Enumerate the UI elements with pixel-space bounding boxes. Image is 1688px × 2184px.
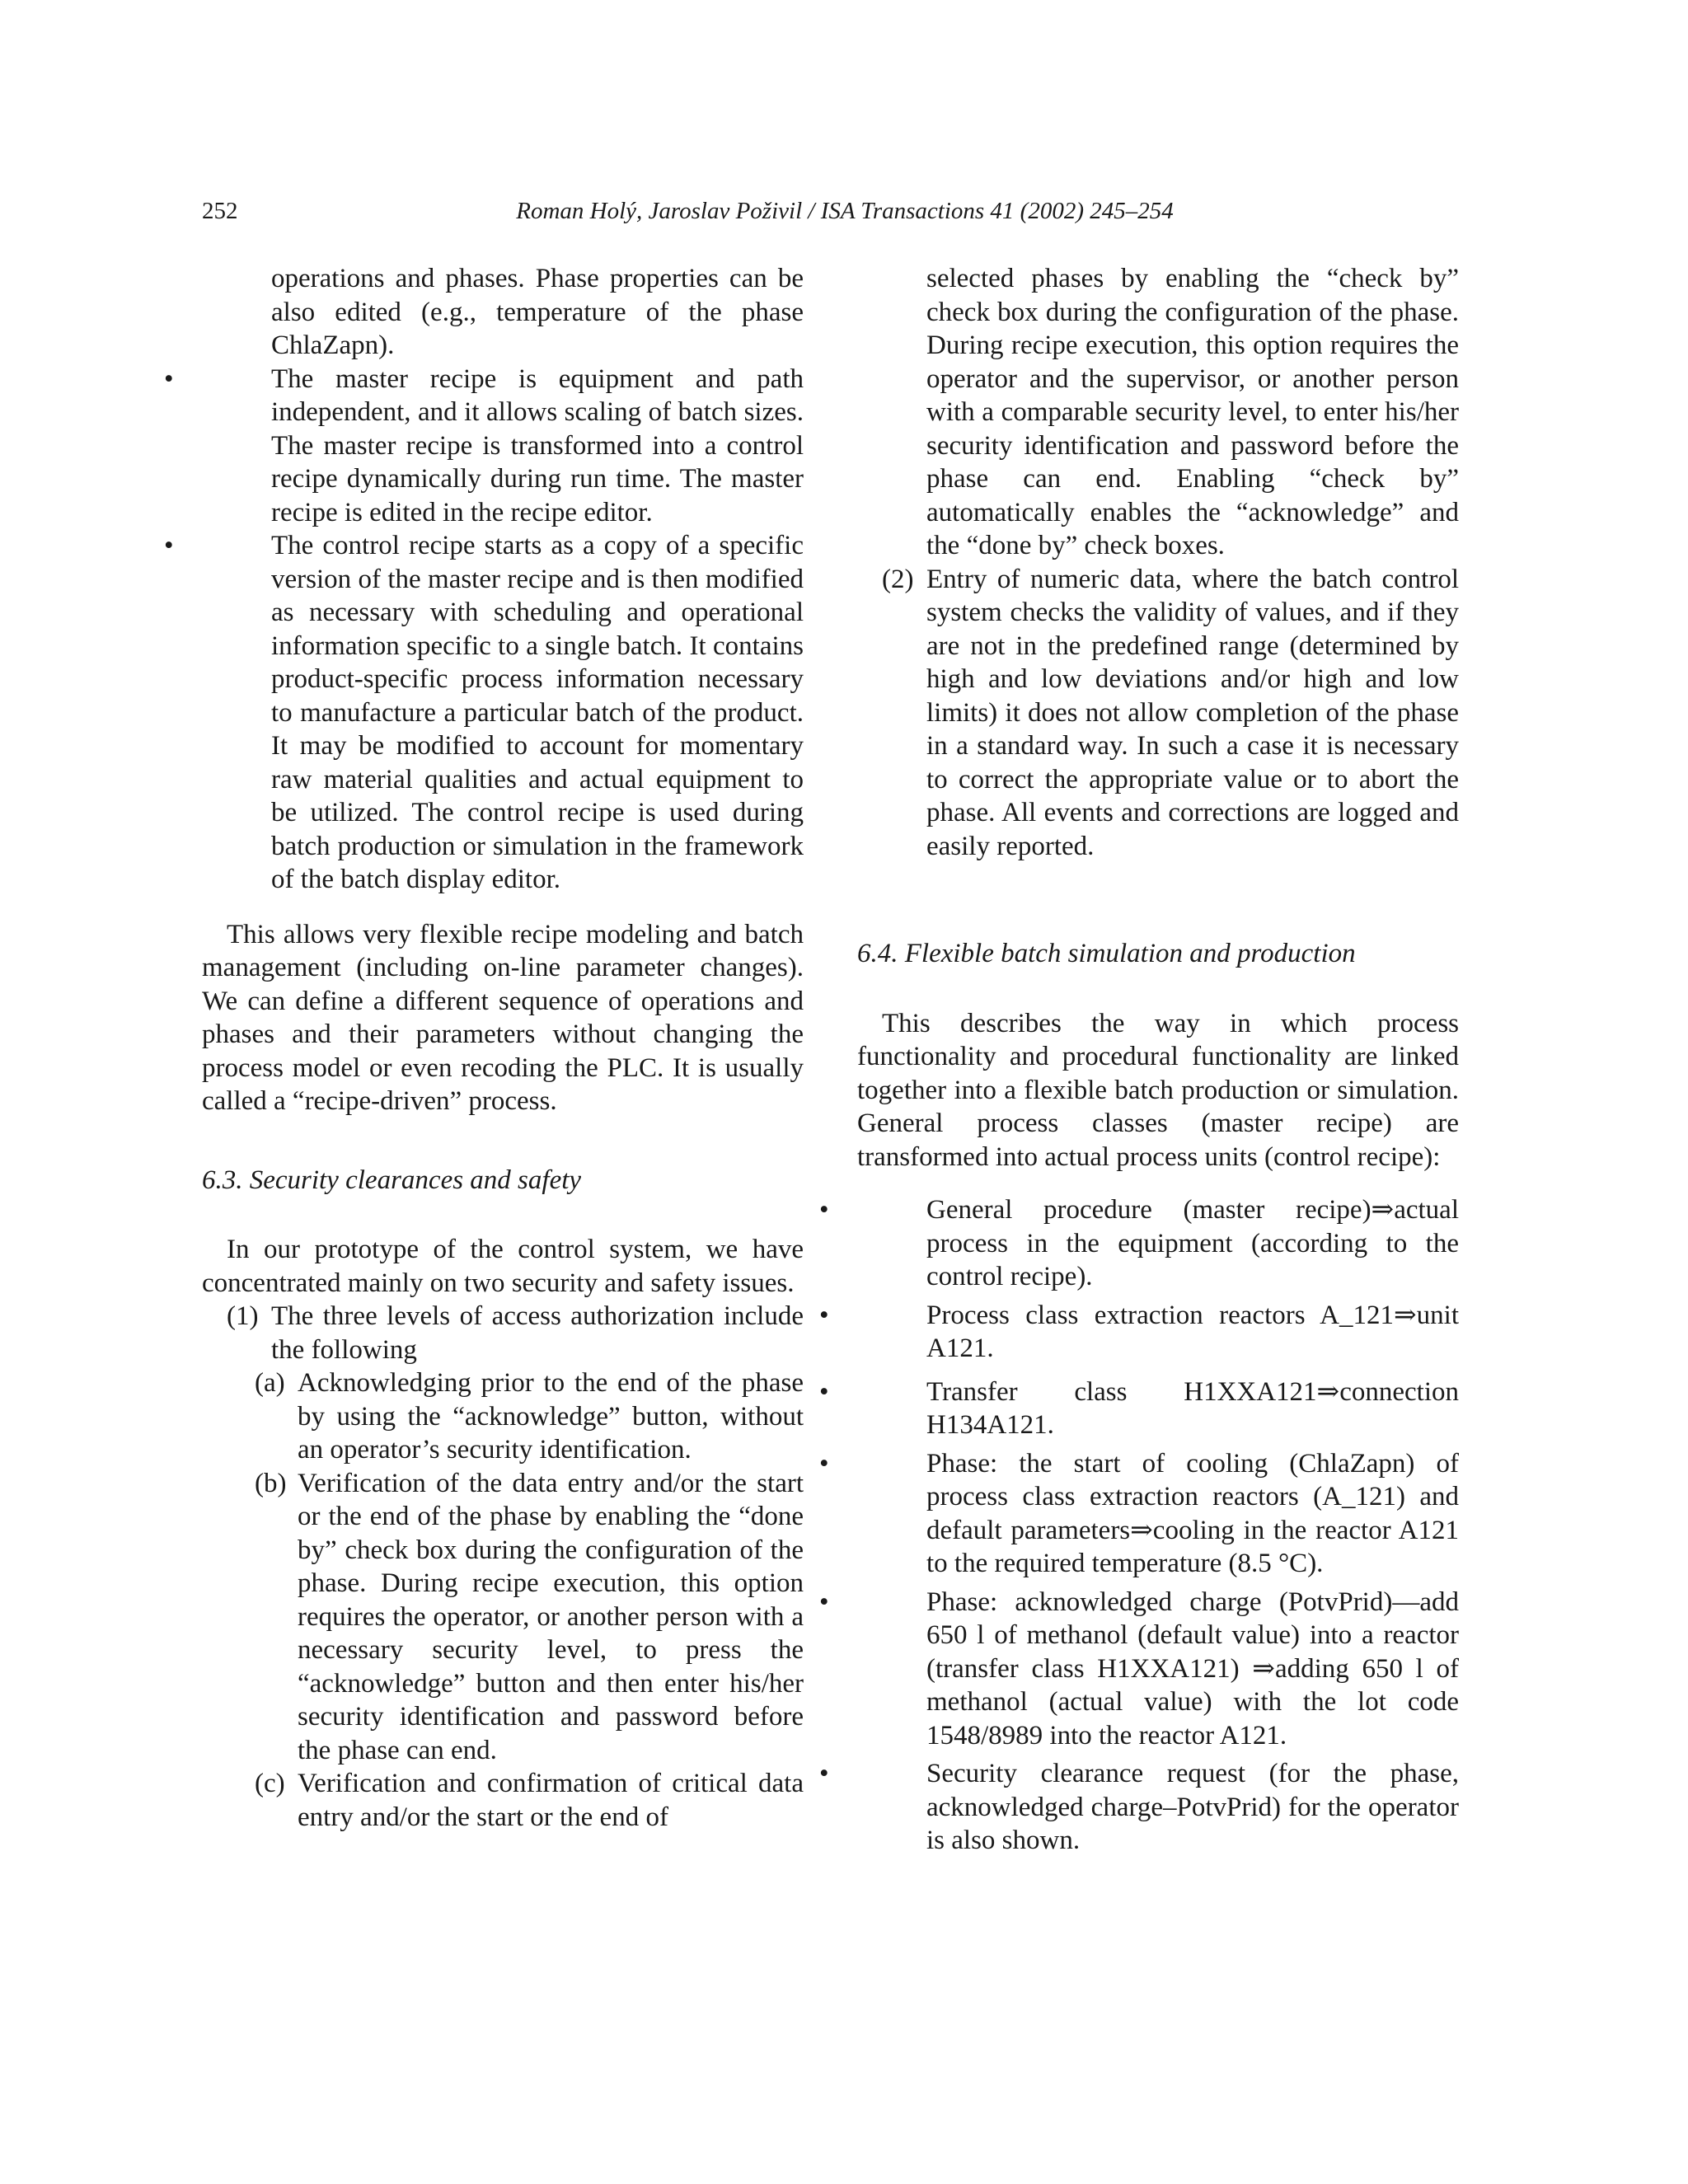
- paragraph-simulation-intro: This describes the way in which process functionality and procedural functionality are linked together into a flexible batch production or simulation. General process classes (master recipe) are transformed into actual process units (control recipe):: [857, 1008, 1459, 1172]
- process-mapping-list: [857, 1193, 1459, 1858]
- item-label: (2): [882, 564, 914, 594]
- sub-item-label: (b): [255, 1468, 287, 1498]
- bullet-phase-cooling: • Phase: the start of cooling (ChlaZapn) of process class extraction reactors (A_121) and default parameters⇒cooling in the reactor A121 to the required temperature (8.5 °C).: [857, 1447, 1459, 1581]
- bullet-process-class: • Process class extraction reactors A_121⇒unit A121.: [857, 1299, 1459, 1366]
- page-header: [202, 198, 1488, 231]
- sub-item-text: Verification of the data entry and/or the start or the end of the phase by enabling the “done by” check box during the configuration of the phase. During recipe execution, this option requires the operator, or another person with a necessary security level, to press the “acknowledge” button and then enter his/her security identification and password before the phase can end.: [298, 1468, 804, 1765]
- section-heading-6-3: 6.3. Security clearances and safety: [202, 1165, 582, 1195]
- right-column: [857, 262, 1459, 1858]
- bullet-general-procedure: • General procedure (master recipe)⇒actual process in the equipment (according to the control recipe).: [857, 1193, 1459, 1294]
- item-text: Entry of numeric data, where the batch control system checks the validity of values, and if they are not in the predefined range (determined by high and low deviations and/or high and low limits) it does not allow completion of the phase in a standard way. In such a case it is necessary to correct the appropriate value or to abort the phase. All events and corrections are logged and easily reported.: [926, 564, 1459, 861]
- bullet-control-recipe: • The control recipe starts as a copy of a specific version of the master recipe and is then modified as necessary with scheduling and operational information specific to a single batch. It contains product-specific process information necessary to manufacture a particular batch of the product. It may be modified to account for momentary raw material qualities and actual equipment to be utilized. The control recipe is used during batch production or simulation in the framework of the batch display editor.: [202, 529, 804, 897]
- sub-item-c: [202, 1767, 804, 1834]
- item-text: The three levels of access authorization include the following: [271, 1301, 804, 1365]
- bullet-phase-charge: • Phase: acknowledged charge (PotvPrid)—add 650 l of methanol (default value) into a reactor (transfer class H1XXA121) ⇒adding 650 l of methanol (actual value) with the lot code 1548/8989 into the reactor A121.: [857, 1586, 1459, 1753]
- sub-item-label: (a): [255, 1368, 285, 1398]
- running-title: Roman Holý, Jaroslav Poživil / ISA Transactions 41 (2002) 245–254: [516, 198, 1174, 224]
- bullet-security-request: • Security clearance request (for the phase, acknowledged charge–PotvPrid) for the operator is also shown.: [857, 1757, 1459, 1858]
- section-heading-6-4: 6.4. Flexible batch simulation and production: [857, 939, 1356, 968]
- sub-item-text: Acknowledging prior to the end of the phase by using the “acknowledge” button, without an operator’s security identification.: [298, 1368, 804, 1465]
- sub-item-a: [202, 1366, 804, 1467]
- numbered-item-2: [857, 563, 1459, 864]
- bullet-transfer-class: • Transfer class H1XXA121⇒connection H134A121.: [857, 1376, 1459, 1442]
- continued-list-item: operations and phases. Phase properties can be also edited (e.g., temperature of the phase ChlaZapn).: [271, 264, 804, 360]
- sub-item-text: Verification and confirmation of critical data entry and/or the start or the end of: [298, 1769, 804, 1832]
- recipe-bullet-list: [202, 363, 804, 897]
- page-number: 252: [202, 198, 238, 224]
- bullet-master-recipe: • The master recipe is equipment and path independent, and it allows scaling of batch sizes. The master recipe is transformed into a control recipe dynamically during run time. The master recipe is edited in the recipe editor.: [202, 363, 804, 530]
- sub-item-label: (c): [255, 1769, 285, 1798]
- left-column: [202, 262, 804, 1834]
- numbered-item-1: [202, 1300, 804, 1366]
- paragraph-security-intro: In our prototype of the control system, we have concentrated mainly on two security and safety issues.: [202, 1235, 804, 1298]
- item-label: (1): [227, 1301, 259, 1331]
- sub-item-b: [202, 1467, 804, 1768]
- sub-item-c-continued: selected phases by enabling the “check by” check box during the configuration of the phase. During recipe execution, this option requires the operator and the supervisor, or another person with a comparable security level, to enter his/her security identification and password before the phase can end. Enabling “check by” automatically enables the “acknowledge” and the “done by” check boxes.: [926, 264, 1459, 560]
- paragraph-recipe-modeling: This allows very flexible recipe modeling and batch management (including on-line parameter changes). We can define a different sequence of operations and phases and their parameters without changing the process model or even recoding the PLC. It is usually called a “recipe-driven” process.: [202, 919, 804, 1116]
